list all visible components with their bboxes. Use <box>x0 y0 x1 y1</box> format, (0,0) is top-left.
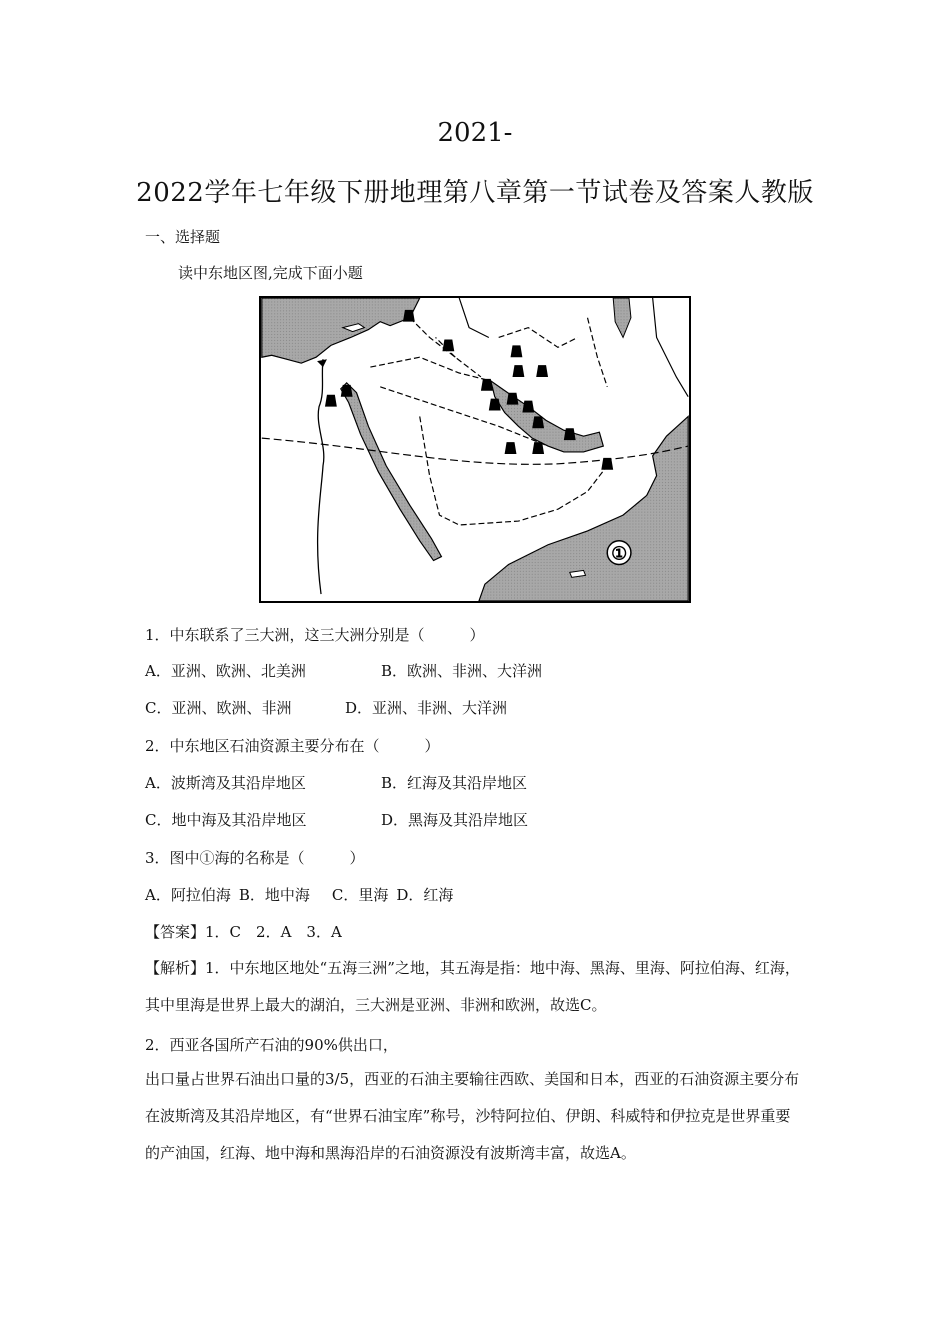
question-2-options-row-2 <box>145 809 528 830</box>
option-3c: C．里海 <box>331 886 389 904</box>
tropic-of-cancer <box>262 438 688 464</box>
option-3a: A．阿拉伯海 <box>145 886 231 904</box>
analysis-paragraph-3: 出口量占世界石油出口量的3/5，西亚的石油主要输往西欧、美国和日本，西亚的石油资源主要分布在波斯湾及其沿岸地区，有“世界石油宝库”称号，沙特阿拉伯、伊朗、科威特和伊拉克是世界重要的产油国，红海、地中海和黑海沿岸的石油资源没有波斯湾丰富，故选A。 <box>145 1070 800 1162</box>
persian-gulf <box>491 381 604 452</box>
nile-river <box>318 359 324 594</box>
analysis-paragraph-2: 2．西亚各国所产石油的90%供出口， <box>145 1036 398 1054</box>
map-marker-label: ① <box>611 543 628 565</box>
option-3d: D．红海 <box>396 886 454 904</box>
option-2d: D．黑海及其沿岸地区 <box>381 811 529 829</box>
question-2-stem: 2．中东地区石油资源主要分布在（ ） <box>145 737 440 755</box>
mediterranean-sea <box>262 298 420 363</box>
map-intro: 读中东地区图,完成下面小题 <box>178 264 363 282</box>
caspian-sea <box>613 298 631 337</box>
analysis-paragraph-1: 【解析】1．中东地区地处“五海三洲”之地，其五海是指：地中海、黑海、里海、阿拉伯海、红海，其中里海是世界上最大的湖泊，三大洲是亚洲、非洲和欧洲，故选C。 <box>145 959 800 1014</box>
map-svg <box>261 298 689 601</box>
answer-key: 【答案】1．C 2．A 3．A <box>145 923 342 941</box>
red-sea <box>341 383 442 561</box>
title-line-2: 2022学年七年级下册地理第八章第一节试卷及答案人教版 <box>136 178 814 208</box>
option-1d: D．亚洲、非洲、大洋洲 <box>345 699 508 717</box>
section-heading: 一、选择题 <box>145 228 221 246</box>
option-1c: C．亚洲、欧洲、非洲 <box>145 699 292 717</box>
option-1b: B．欧洲、非洲、大洋洲 <box>381 662 543 680</box>
question-1-stem: 1．中东联系了三大洲，这三大洲分别是（ ） <box>145 626 485 644</box>
option-2b: B．红海及其沿岸地区 <box>381 774 528 792</box>
question-1-options-row-2 <box>145 697 507 718</box>
option-1a: A．亚洲、欧洲、北美洲 <box>145 662 306 680</box>
question-3-options <box>145 884 453 905</box>
question-2-options-row-1 <box>145 772 527 793</box>
title-line-1: 2021- <box>437 118 513 148</box>
option-2a: A．波斯湾及其沿岸地区 <box>145 774 306 792</box>
option-3b: B．地中海 <box>238 886 310 904</box>
option-2c: C．地中海及其沿岸地区 <box>145 811 307 829</box>
question-3-stem: 3．图中①海的名称是（ ） <box>145 849 365 867</box>
middle-east-map <box>259 296 691 603</box>
question-1-options-row-1 <box>145 660 542 681</box>
